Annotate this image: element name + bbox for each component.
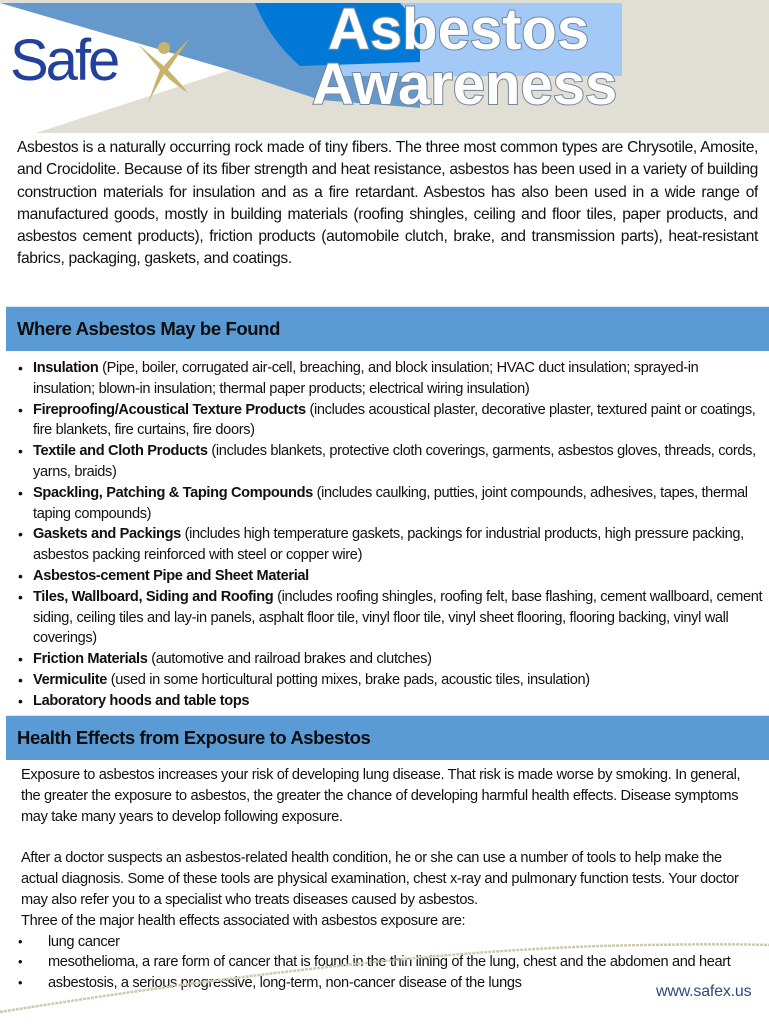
list-item [18, 566, 763, 587]
list-item [18, 483, 763, 525]
bullet-icon: • [18, 651, 23, 668]
bullet-icon: • [18, 360, 23, 376]
section-title: Health Effects from Exposure to Asbestos [17, 727, 371, 748]
section-header-where-found [6, 306, 769, 351]
spacer [21, 827, 761, 848]
item-title: Fireproofing/Acoustical Texture Products [33, 401, 306, 418]
bullet-icon: • [18, 692, 23, 709]
list-item [18, 649, 763, 670]
item-text: lung cancer [48, 933, 120, 950]
list-item [18, 400, 763, 442]
bullet-icon: • [18, 933, 23, 949]
item-detail: (includes roofing shingles, roofing felt, base flashing, cement wallboard, cement siding, ceiling tiles and lay-in panels, asphalt floor tile, vinyl floor tile, vinyl sheet flooring, flooring backing, vinyl wall coverings) [33, 588, 763, 647]
intro-paragraph: Asbestos is a naturally occurring rock made of tiny fibers. The three most common types are Chrysotile, Amosite, and Crocidolite. Because of its fiber strength and heat resistance, asbestos has been used in a variety of building construction materials for insulation and as a fire retardant. Asbestos has also been used in a wide range of manufactured goods, mostly in building materials (roofing shingles, ceiling and floor tiles, paper products, and asbestos cement products), friction products (automobile clutch, brake, and transmission parts), heat-resistant fabrics, packaging, gaskets, and coatings. [17, 139, 758, 268]
item-detail: (automotive and railroad brakes and clutches) [147, 651, 432, 668]
section-header-health-effects [6, 715, 769, 760]
list-item [18, 670, 763, 691]
list-item [18, 441, 763, 483]
item-title: Tiles, Wallboard, Siding and Roofing [33, 588, 274, 605]
item-detail: (includes caulking, putties, joint compounds, adhesives, tapes, thermal taping compounds) [33, 484, 748, 522]
health-paragraph-3: Three of the major health effects associated with asbestos exposure are: [21, 912, 466, 929]
item-title: Spackling, Patching & Taping Compounds [33, 484, 313, 501]
list-item [18, 358, 763, 400]
bullet-icon: • [18, 401, 23, 418]
list-item [18, 587, 763, 649]
item-title: Gaskets and Packings [33, 526, 181, 543]
item-title: Textile and Cloth Products [33, 443, 208, 460]
list-item [18, 973, 761, 994]
bullet-icon: • [18, 671, 23, 688]
item-detail: (Pipe, boiler, corrugated air-cell, breaching, and block insulation; HVAC duct insulation; sprayed-in insulation; blown-in insulation; thermal paper products; electrical wiring insulation) [33, 360, 699, 397]
health-paragraph-2: After a doctor suspects an asbestos-related health condition, he or she can use a number of tools to help make the actual diagnosis. Some of these tools are physical examination, chest x-ray and pulmonary function tests. Your doctor may also refer you to a specialist who treats diseases caused by asbestos. [21, 850, 739, 908]
item-title: Vermiculite [33, 671, 108, 688]
header-banner [0, 0, 769, 133]
title-line-1: Asbestos [328, 0, 590, 62]
bullet-icon: • [18, 975, 23, 991]
list-item [18, 691, 763, 712]
bullet-icon: • [18, 443, 23, 460]
list-item [18, 524, 763, 566]
logo-wordmark: Safe [10, 28, 118, 93]
health-effects-list [18, 932, 761, 994]
item-detail: (includes acoustical plaster, decorative plaster, textured paint or coatings, fire blankets, fire curtains, fire doors) [33, 401, 756, 439]
item-text: mesothelioma, a rare form of cancer that is found in the thin lining of the lung, chest and the abdomen and heart [48, 954, 731, 971]
x-figure-icon [138, 8, 198, 103]
health-paragraph-1: Exposure to asbestos increases your risk of developing lung disease. That risk is made worse by smoking. In general, the greater the exposure to asbestos, the greater the chance of developing harmful health effects. Disease symptoms may take many years to develop following exposure. [21, 767, 741, 825]
health-effects-body [18, 765, 761, 994]
found-list [18, 358, 763, 712]
section-title: Where Asbestos May be Found [17, 318, 280, 339]
title-line-2: Awareness [312, 52, 618, 117]
item-title: Laboratory hoods and table tops [33, 692, 250, 709]
item-detail: (used in some horticultural potting mixes, brake pads, acoustic tiles, insulation) [107, 671, 590, 688]
footer-website-link[interactable]: www.safex.us [656, 983, 752, 1000]
item-title: Friction Materials [33, 651, 148, 668]
bullet-icon: • [18, 954, 23, 970]
bullet-icon: • [18, 526, 23, 543]
bullet-icon: • [18, 588, 23, 605]
item-title: Insulation [33, 360, 99, 376]
list-item [18, 932, 761, 953]
bullet-icon: • [18, 484, 23, 501]
list-item [18, 952, 761, 973]
item-title: Asbestos-cement Pipe and Sheet Material [33, 567, 309, 584]
page-title [312, 0, 672, 117]
bullet-icon: • [18, 567, 23, 584]
item-detail: (includes blankets, protective cloth coverings, garments, asbestos gloves, threads, cords, yarns, braids) [33, 443, 756, 480]
item-text: asbestosis, a serious progressive, long-term, non-cancer disease of the lungs [48, 975, 522, 992]
item-detail: (includes high temperature gaskets, packings for industrial products, high pressure packing, asbestos packing reinforced with steel or copper wire) [33, 526, 744, 564]
safex-logo [10, 26, 117, 96]
